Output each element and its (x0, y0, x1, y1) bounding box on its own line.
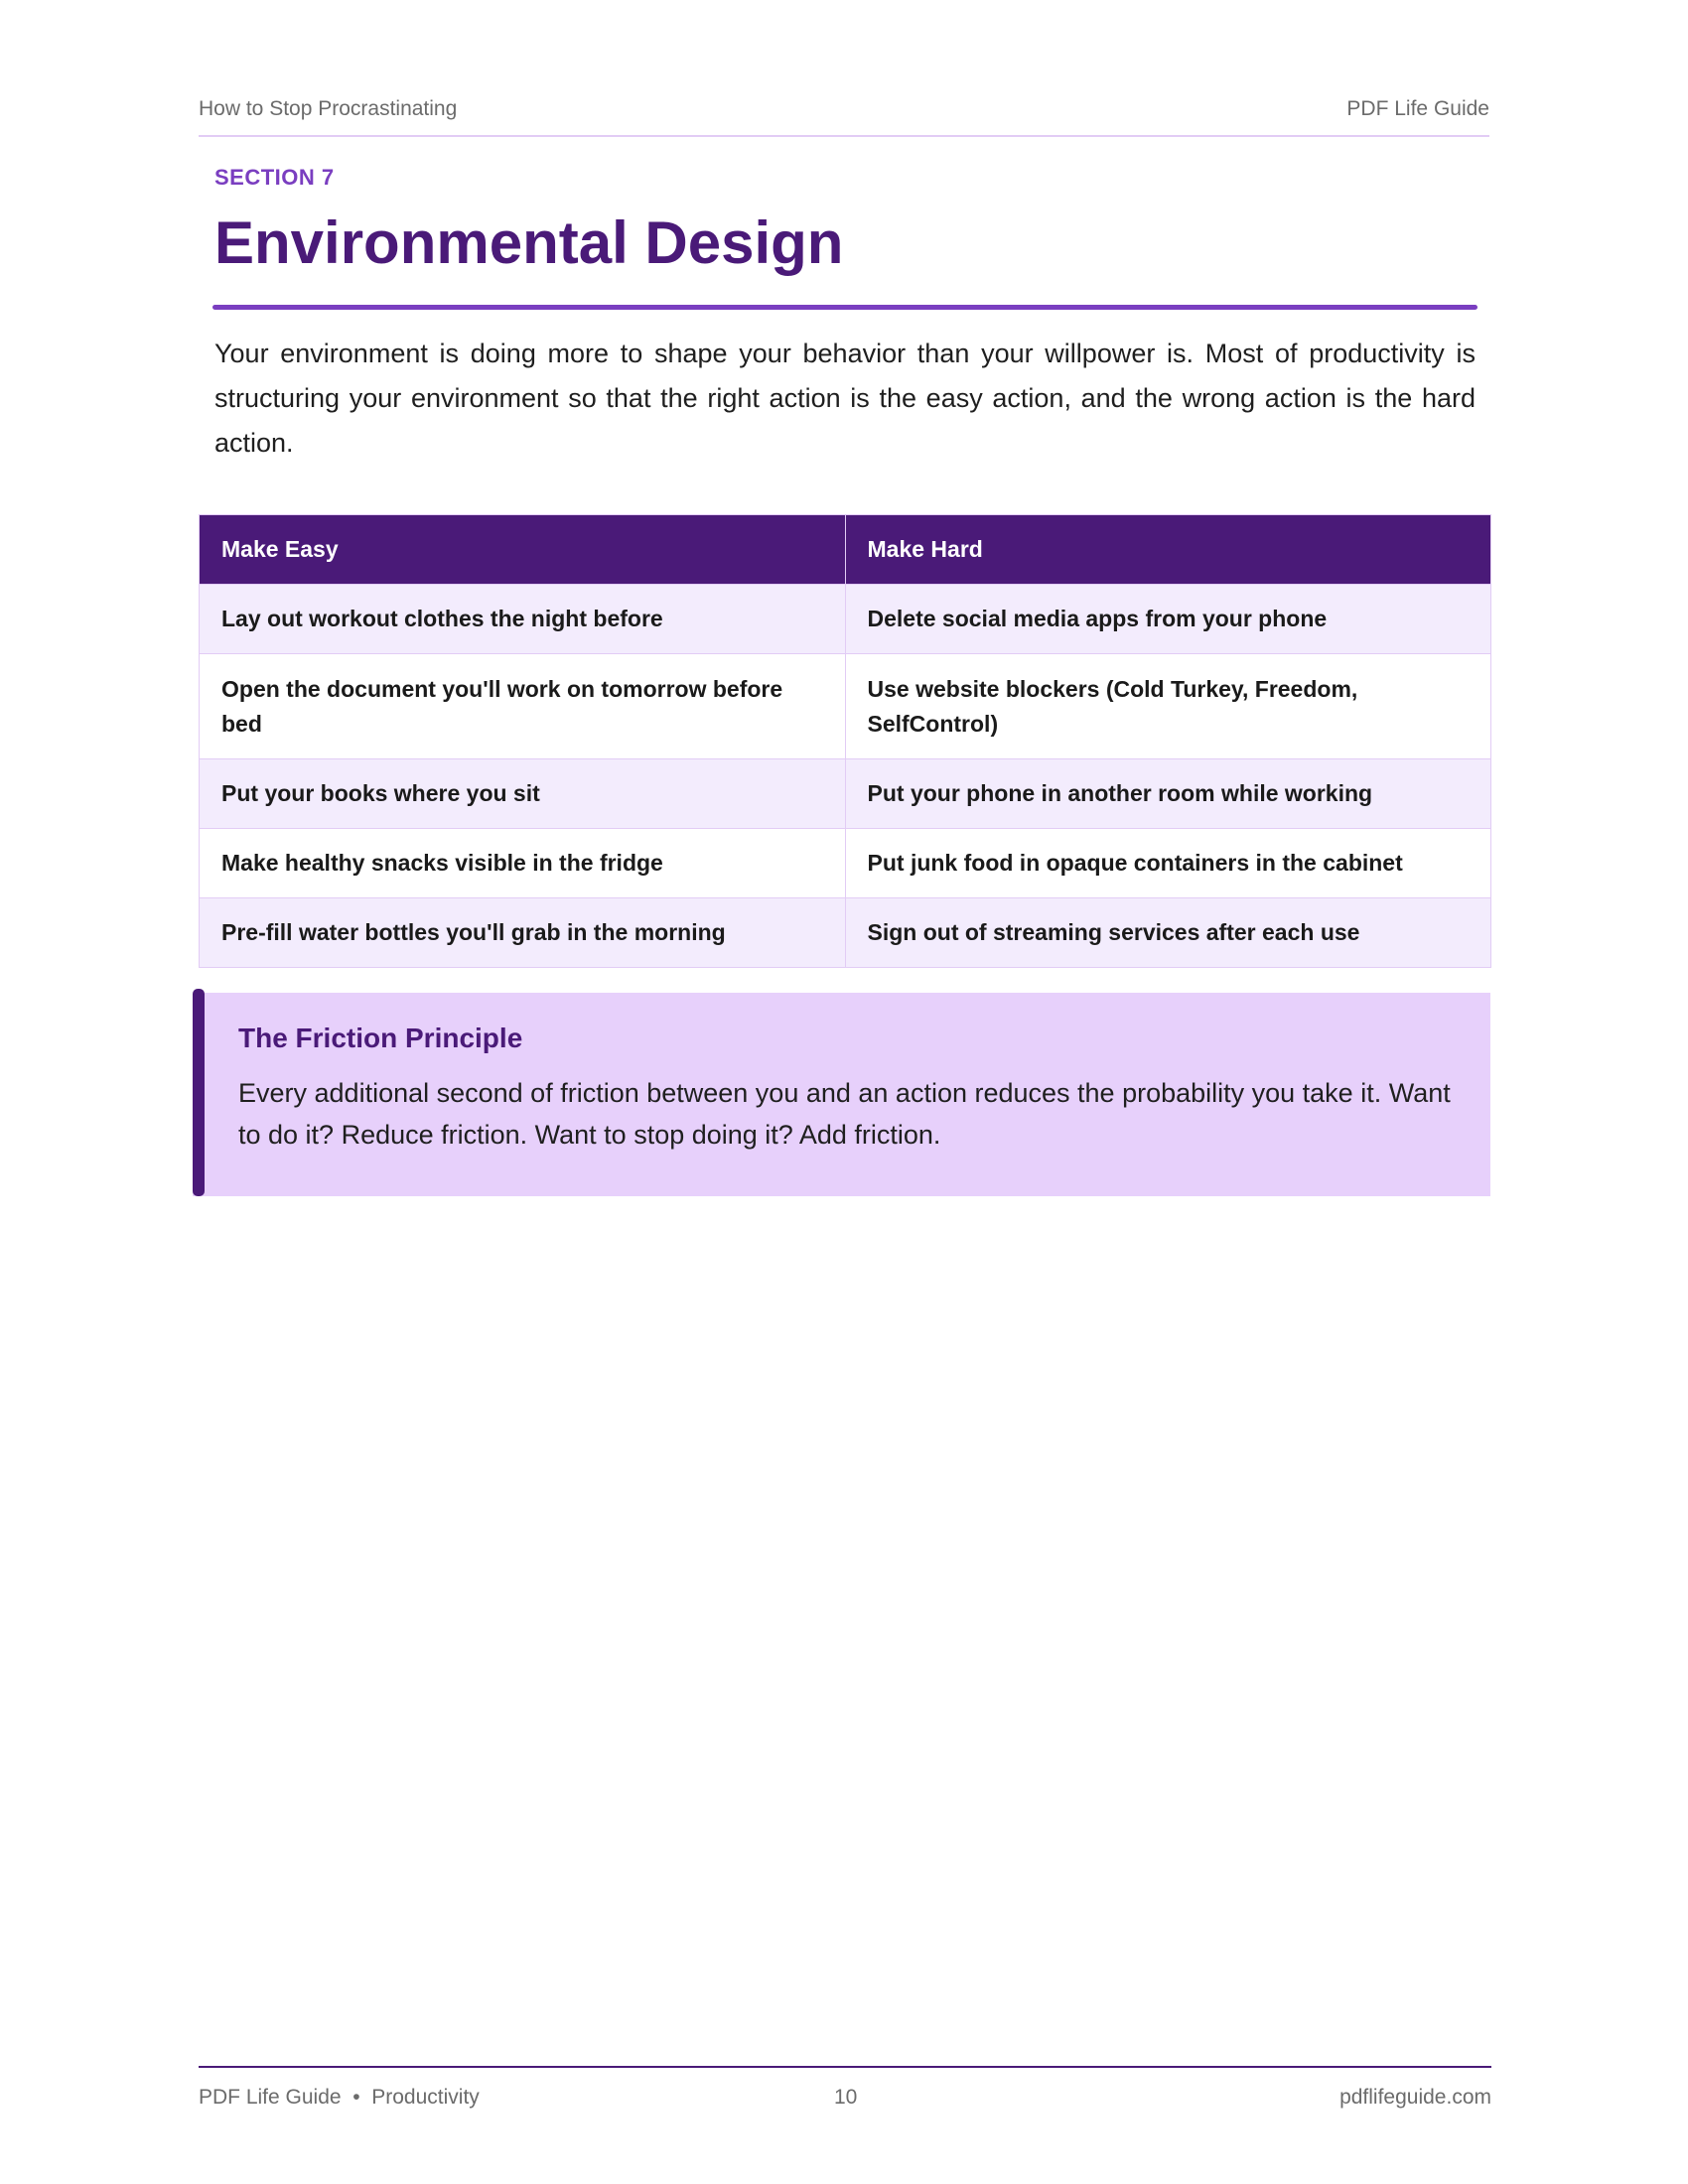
table-header-row (200, 515, 1491, 585)
table-row (200, 898, 1491, 968)
intro-paragraph: Your environment is doing more to shape your behavior than your willpower is. Most of productivity is structuring your environment so that the right action is the easy action, and the wrong action is the hard action. (214, 339, 1476, 458)
callout-body: Every additional second of friction between you and an action reduces the probability you take it. Want to do it? Reduce friction. Want to stop doing it? Add friction. (238, 1078, 1451, 1150)
table-cell-make-easy: Lay out workout clothes the night before (200, 585, 846, 654)
table-row (200, 829, 1491, 898)
table-cell-make-hard: Put your phone in another room while working (845, 759, 1491, 829)
page-number: 10 (834, 2086, 858, 2109)
table-cell-make-hard: Sign out of streaming services after each use (845, 898, 1491, 968)
table-cell-make-easy: Open the document you'll work on tomorrow before bed (200, 654, 846, 759)
comparison-table (199, 514, 1491, 968)
footer-divider (199, 2066, 1491, 2068)
column-header-make-hard: Make Hard (845, 515, 1491, 585)
make-easy-make-hard-table (199, 514, 1491, 968)
title-divider (212, 305, 1477, 310)
table-cell-make-hard: Delete social media apps from your phone (845, 585, 1491, 654)
header-document-title: How to Stop Procrastinating (199, 97, 458, 120)
table-row (200, 654, 1491, 759)
table-cell-make-hard: Use website blockers (Cold Turkey, Freedom, SelfControl) (845, 654, 1491, 759)
table-cell-make-easy: Pre-fill water bottles you'll grab in the morning (200, 898, 846, 968)
callout-title: The Friction Principle (238, 1023, 523, 1053)
table-cell-make-hard: Put junk food in opaque containers in the cabinet (845, 829, 1491, 898)
header-publisher: PDF Life Guide (1346, 97, 1489, 120)
column-header-make-easy: Make Easy (200, 515, 846, 585)
callout-accent-bar (193, 989, 205, 1196)
table-row (200, 585, 1491, 654)
friction-principle-callout (193, 993, 1490, 1196)
page-title: Environmental Design (214, 209, 844, 276)
footer-publication: PDF Life Guide • Productivity (199, 2086, 480, 2109)
footer-website: pdflifeguide.com (1339, 2086, 1491, 2109)
table-cell-make-easy: Put your books where you sit (200, 759, 846, 829)
table-row (200, 759, 1491, 829)
section-label: SECTION 7 (214, 165, 335, 190)
page-header (199, 97, 1489, 137)
table-cell-make-easy: Make healthy snacks visible in the fridge (200, 829, 846, 898)
